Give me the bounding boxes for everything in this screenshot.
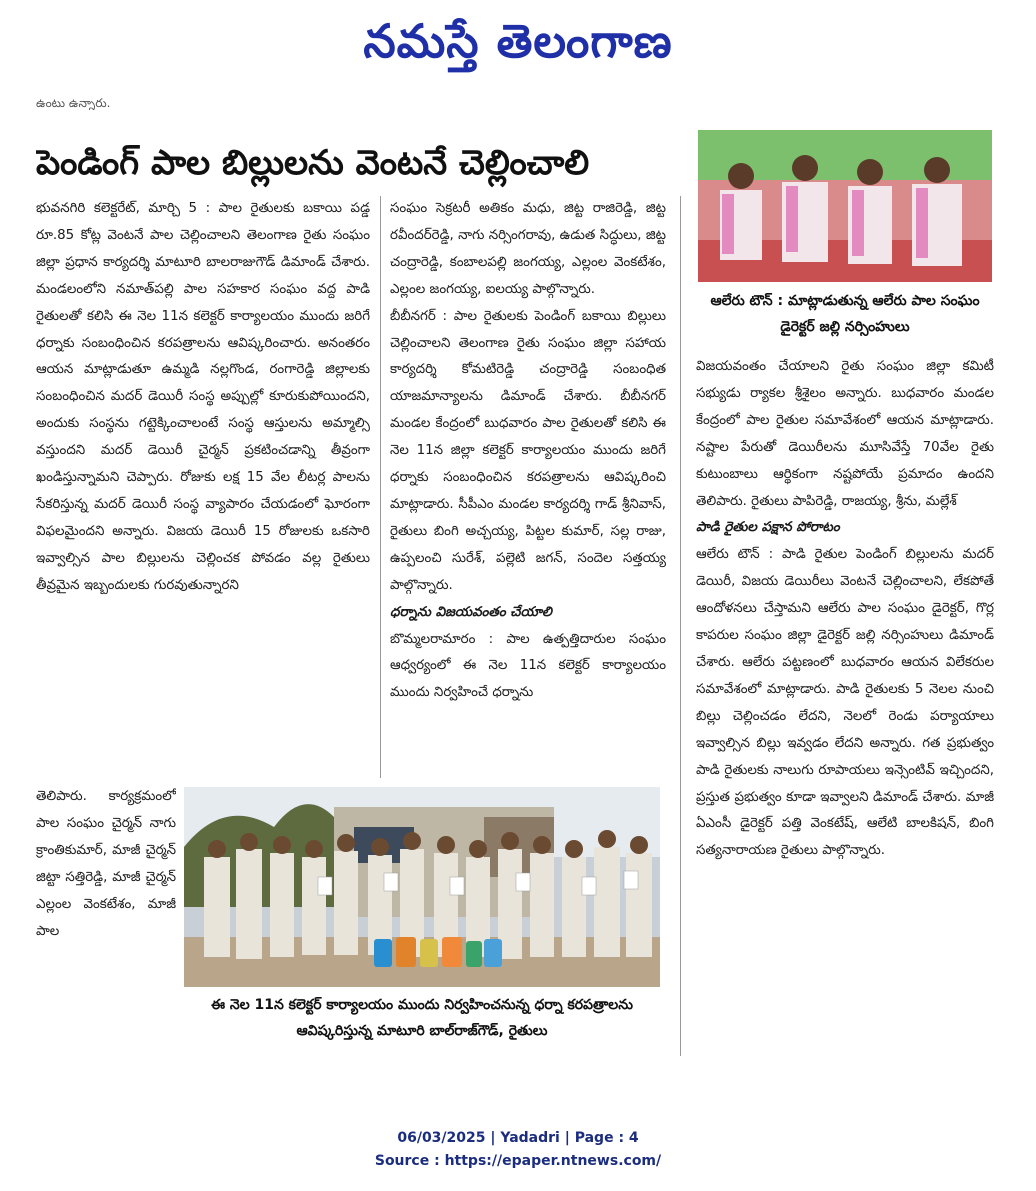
article-paragraph: విజయవంతం చేయాలని రైతు సంఘం జిల్లా కమిటీ సభ్యుడు ర్యాకల శ్రీశైలం అన్నారు. బుధవారం మండల కేంద్రంలో పాల రైతుల సమావేశంలో ఆయన మాట్లాడారు. నష్టాల పేరుతో డెయిరీలను మూసివేస్తే 70వేల రైతు కుటుంబాలు ఆర్థికంగా నష్టపోయే ప్రమాదం ఉందని తెలిపారు. రైతులు పాపిరెడ్డి, రాజయ్య, శ్రీను, మల్లేశ్‌ [696, 359, 994, 509]
group-photo-caption: ఈ నెల 11న కలెక్టర్‌ కార్యాలయం ముందు నిర్వహించనున్న ధర్నా కరపత్రాలను ఆవిష్కరిస్తున్న మాటూరి బాల్‌రాజ్‌గౌడ్‌, రైతులు [211, 997, 633, 1039]
director-photo [698, 130, 992, 282]
article-paragraph: బీబీనగర్‌ : పాల రైతులకు పెండింగ్‌ బకాయి బిల్లులు చెల్లించాలని తెలంగాణ రైతు సంఘం జిల్లా సహాయ కార్యదర్శి కోమటిరెడ్డి చంద్రారెడ్డి సంబంధిత యాజమాన్యాలను డిమాండ్‌ చేశారు. బీబీనగర్‌ మండల కేంద్రంలో బుధవారం పాల రైతులతో కలిసి ఈ నెల 11న జిల్లా కలెక్టర్‌ కార్యాలయం ముందు జరిగే ధర్నాకు సంబంధించిన కరపత్రాలను ఆవిష్కరించి మాట్లాడారు. సీపీఎం మండల కార్యదర్శి గాడ్‌ శ్రీనివాస్‌, రైతులు బింగి అచ్చయ్య, పిట్టల కుమార్‌, సల్ల రాజు, ఉప్పలంచి సురేశ్‌, పల్లెటి జగన్‌, సందెల సత్తయ్య పాల్గొన్నారు. [390, 308, 666, 593]
footer-edition-info: 06/03/2025 | Yadadri | Page : 4 [397, 1130, 639, 1146]
group-photo-image [184, 787, 660, 987]
article-column-3 [696, 354, 994, 1054]
article-paragraph: ఆలేరు టౌన్‌ : పాడి రైతుల పెండింగ్‌ బిల్లులను మదర్‌ డెయిరీ, విజయ డెయిరీలు వెంటనే చెల్లించాలని, లేకపోతే ఆందోళనలు చేస్తామని ఆలేరు పాల సంఘం డైరెక్టర్‌, గొర్ల కాపరుల సంఘం జిల్లా డైరెక్టర్‌ జల్లి నర్సింహులు డిమాండ్‌ చేశారు. ఆలేరు పట్టణంలో బుధవారం ఆయన విలేకరుల సమావేశంలో మాట్లాడారు. పాడి రైతులకు 5 నెలల నుంచి బిల్లు చెల్లించడం లేదని, నెలలో రెండు పర్యాయాలు ఇవ్వాల్సిన బిల్లు ఇవ్వడం లేదని అన్నారు. గత ప్రభుత్వం పాడి రైతులకు నాలుగు రూపాయలు ఇన్సెంటివ్‌ ఇచ్చిందని, ప్రస్తుత ప్రభుత్వం కూడా ఇవ్వాలని డిమాండ్‌ చేశారు. మాజీ ఏఎంసీ డైరెక్టర్‌ పత్తి వెంకటేష్‌, ఆలేటి బాలకిషన్‌, బింగి సత్యనారాయణ రైతులు పాల్గొన్నారు. [696, 547, 994, 859]
director-photo-image [698, 130, 992, 282]
article-paragraph: భువనగిరి కలెక్టరేట్‌, మార్చి 5 : పాల రైతులకు బకాయి పడ్డ రూ.85 కోట్ల వెంటనే పాల చెల్లించాలని తెలంగాణ రైతు సంఘం జిల్లా ప్రధాన కార్యదర్శి మాటూరి బాలరాజుగౌడ్‌ డిమాండ్‌ చేశారు. మండలంలోని నమాత్‌పల్లి పాల సహకార సంఘం వద్ద పాడి రైతులతో కలిసి ఈ నెల 11న కలెక్టర్‌ కార్యాలయం ముందు జరిగే ధర్నాకు సంబంధించిన కరపత్రాలను ఆవిష్కరించారు. అనంతరం ఆయన మాట్లాడుతూ ఉమ్మడి నల్లగొండ, రంగారెడ్డి జిల్లాలకు సంబంధించిన మదర్‌ డెయిరీ సంస్థ అప్పుల్లో కూరుకుపోయిందని, అందుకు సంస్థను గట్టెక్కించాలంటే సంస్థ ఆస్తులను అమ్మాల్సి వస్తుందని మదర్‌ డెయిరీ చైర్మన్‌ ప్రకటించడాన్ని తీవ్రంగా ఖండిస్తున్నామని చెప్పారు. రోజుకు లక్ష 15 వేల లీటర్ల పాలను సేకరిస్తున్న మదర్‌ డెయిరీ సంస్థ వ్యాపారం చేయడంలో ఘోరంగా విఫలమైందని అన్నారు. విజయ డెయిరీ 15 రోజులకు ఒకసారి ఇవ్వాల్సిన పాల బిల్లులను చెల్లించక పోవడం వల్ల రైతులు తీవ్రమైన ఇబ్బందులకు గురవుతున్నారని [36, 201, 370, 593]
article-paragraph: బొమ్మలరామారం : పాల ఉత్పత్తిదారుల సంఘం ఆధ్వర్యంలో ఈ నెల 11న కలెక్టర్‌ కార్యాలయం ముందు నిర్వహించే ధర్నాను [390, 631, 666, 701]
article-paragraph: తెలిపారు. కార్యక్రమంలో పాల సంఘం చైర్మన్‌ నాగు క్రాంతికుమార్‌, మాజీ చైర్మన్‌ జిట్టా సత్తిరెడ్డి, మాజీ చైర్మన్‌ ఎల్లంల వెంకటేశం, మాజీ పాల [36, 789, 176, 939]
masthead [0, 6, 1036, 76]
article-paragraph: సంఘం సెక్రటరీ అతికం మధు, జిట్ట రాజిరెడ్డి, జిట్ట రవీందర్‌రెడ్డి, నాగు నర్సింగరావు, ఉడుత సిద్ధులు, జిట్ట చంద్రారెడ్డి, కంబాలపల్లి జంగయ్య, ఎల్లంల వెంకటేశం, ఎల్లంల జంగయ్య, ఐలయ్య పాల్గొన్నారు. [390, 201, 666, 297]
article-subheading: పాడి రైతుల పక్షాన పోరాటం [696, 520, 840, 536]
article-column-1-continued [36, 784, 176, 1034]
article-headline: పెండింగ్‌ పాల బిల్లులను వెంటనే చెల్లించాలి [36, 143, 590, 183]
column-divider [380, 196, 381, 778]
director-photo-caption: ఆలేరు టౌన్‌ : మాట్లాడుతున్న ఆలేరు పాల సంఘం డైరెక్టర్‌ జల్లి నర్సింహులు [710, 293, 980, 335]
group-photo [184, 787, 660, 987]
previous-article-fragment: ఉంటు ఉన్నారు. [36, 96, 111, 110]
article-column-1 [36, 196, 370, 778]
article-subheading: ధర్నాను విజయవంతం చేయాలి [390, 604, 552, 620]
newspaper-logo: నమస్తే తెలంగాణ [363, 14, 673, 68]
column-divider [680, 196, 681, 1056]
article-column-2 [390, 196, 666, 778]
footer-source-link[interactable]: Source : https://epaper.ntnews.com/ [374, 1153, 662, 1169]
